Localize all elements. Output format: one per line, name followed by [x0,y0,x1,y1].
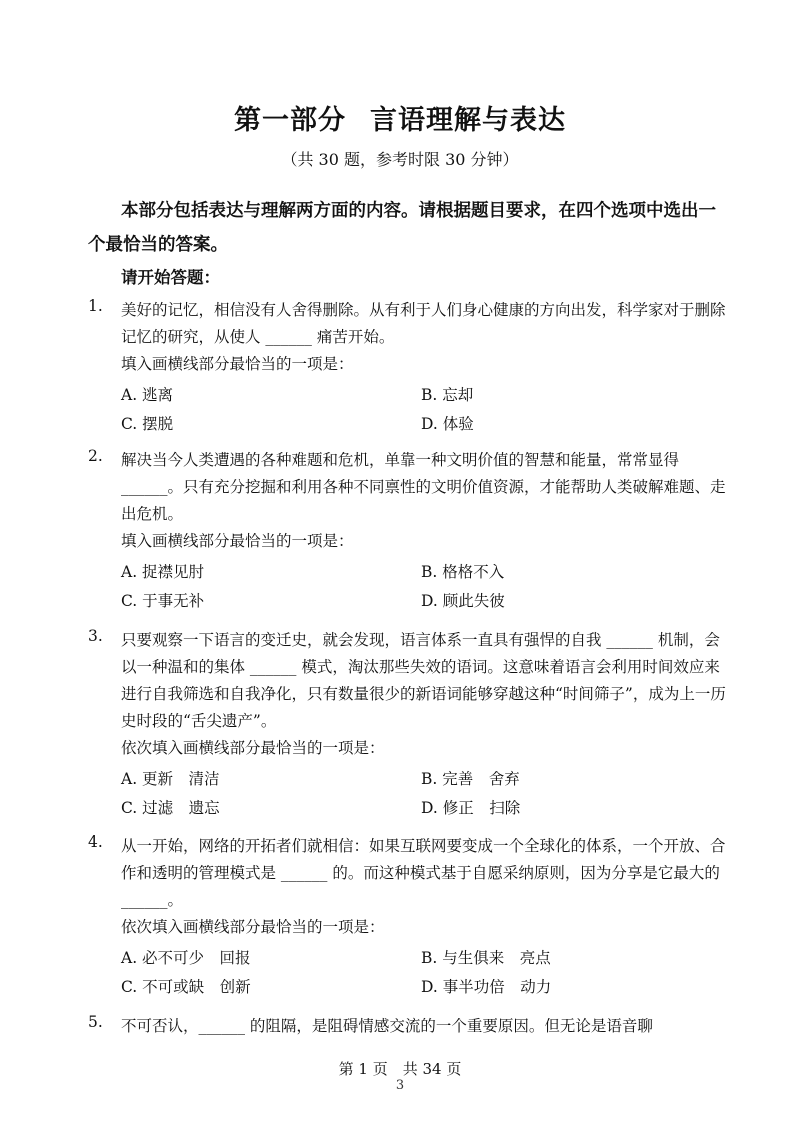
page-footer: 第 1 页 共 34 页 [338,1060,462,1078]
option-b: B. 忘却 [421,386,474,404]
option-a: A. 捉襟见肘 [121,563,205,581]
option-a: A. 逃离 [121,386,174,404]
option-d: D. 顾此失彼 [421,592,505,610]
question-prompt: 依次填入画横线部分最恰当的一项是： [121,739,385,757]
option-b: B. 完善 舍弃 [421,770,520,788]
option-c: C. 摆脱 [121,415,174,433]
question-text: 解决当今人类遭遇的各种难题和危机，单靠一种文明价值的智慧和能量，常常显得 ______。只有充分挖掘和利用各种不同禀性的文明价值资源，才能帮助人类破解难题、走出危机。 [121,451,726,523]
part-label: 第一部分 [234,105,346,136]
option-b: B. 格格不入 [421,563,505,581]
page-number: 3 [395,1078,405,1093]
question-number: 4. [88,833,103,851]
page-title [0,98,800,137]
section-instructions: 本部分包括表达与理解两方面的内容。请根据题目要求，在四个选项中选出一个最恰当的答案。 [88,201,716,255]
question-text: 不可否认，______ 的阻隔，是阻碍情感交流的一个重要原因。但无论是语音聊 [121,1017,653,1035]
option-d: D. 修正 扫除 [421,799,521,817]
option-c: C. 不可或缺 创新 [121,978,251,996]
question-text: 从一开始，网络的开拓者们就相信：如果互联网要变成一个全球化的体系，一个开放、合作和透明的管理模式是 ______ 的。而这种模式基于自愿采纳原则，因为分享是它最大的 ______。 [121,837,726,909]
question-number: 1. [88,297,103,315]
question-prompt: 填入画横线部分最恰当的一项是： [121,355,354,373]
option-d: D. 事半功倍 动力 [421,978,552,996]
option-c: C. 于事无补 [121,592,205,610]
options [121,766,726,826]
question-number: 2. [88,447,103,465]
option-b: B. 与生俱来 亮点 [421,949,551,967]
question-text: 美好的记忆，相信没有人舍得删除。从有利于人们身心健康的方向出发，科学家对于删除记忆的研究，从使人 ______ 痛苦开始。 [121,301,726,346]
section-subtitle: （共 30 题，参考时限 30 分钟） [281,150,519,169]
options [121,945,726,1005]
options [121,559,726,619]
section-title: 言语理解与表达 [370,105,566,136]
question-text: 只要观察一下语言的变迁史，就会发现，语言体系一直具有强悍的自我 ______ 机制，会以一种温和的集体 ______ 模式，淘汰那些失效的语词。这意味着语言会利用时间效应来进行自我筛选和自我净化，只有数量很少的新语词能够穿越这种“时间筛子”，成为上一历史时段的“舌尖遗产”。 [121,631,726,730]
question-prompt: 依次填入画横线部分最恰当的一项是： [121,918,385,936]
question-number: 5. [88,1013,103,1031]
start-prompt: 请开始答题： [121,268,220,287]
options [121,382,726,442]
option-c: C. 过滤 遗忘 [121,799,220,817]
question-prompt: 填入画横线部分最恰当的一项是： [121,532,354,550]
question-number: 3. [88,627,103,645]
option-a: A. 必不可少 回报 [121,949,251,967]
option-d: D. 体验 [421,415,474,433]
option-a: A. 更新 清洁 [121,770,220,788]
